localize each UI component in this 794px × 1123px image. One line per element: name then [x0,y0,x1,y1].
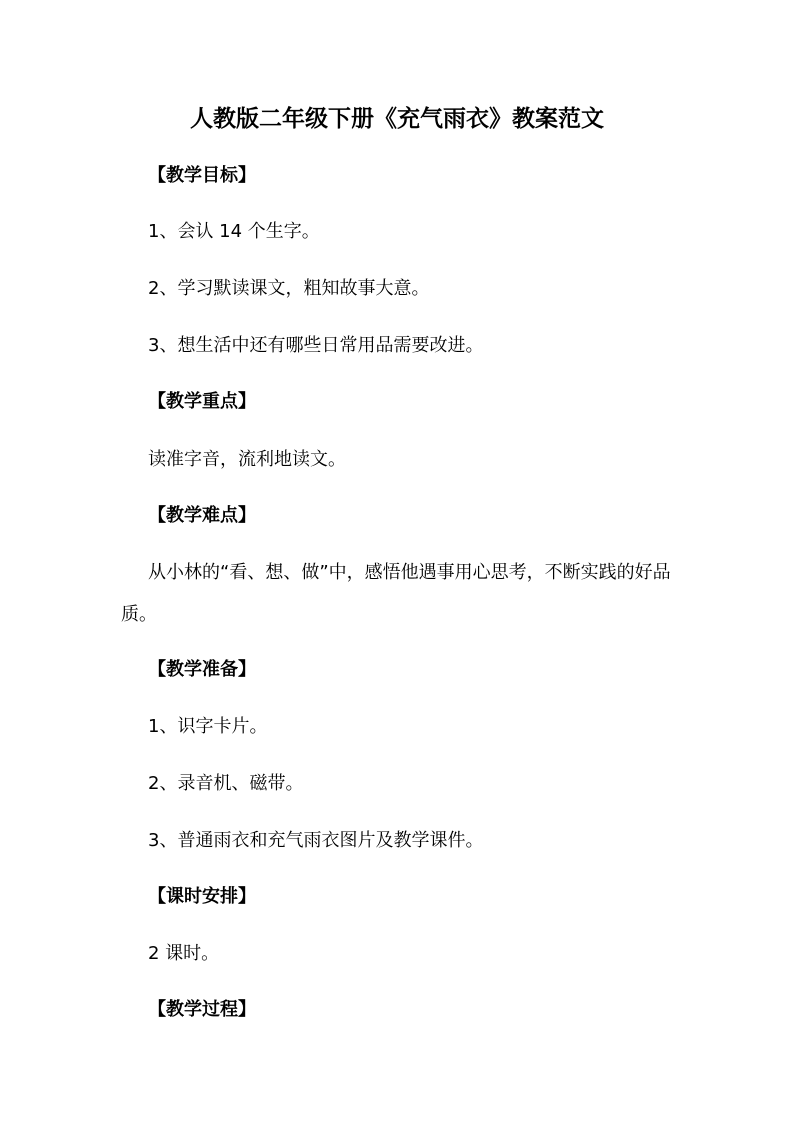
heading-key-points: 【教学重点】 [148,391,256,412]
difficulties-text: 从小林的“看、想、做”中，感悟他遇事用心思考，不断实践的好品质。 [121,562,671,625]
prep-item-2: 2、录音机、磁带。 [148,773,304,794]
prep-item-3: 3、普通雨衣和充气雨衣图片及教学课件。 [148,830,484,851]
schedule-text: 2 课时。 [148,943,220,964]
heading-teaching-goals: 【教学目标】 [148,165,256,186]
prep-item-1: 1、识字卡片。 [148,716,268,737]
key-points-text: 读准字音，流利地读文。 [148,449,346,470]
heading-difficulties: 【教学难点】 [148,505,256,526]
goal-item-3: 3、想生活中还有哪些日常用品需要改进。 [148,335,484,356]
heading-schedule: 【课时安排】 [148,886,256,907]
heading-preparation: 【教学准备】 [148,659,256,680]
document-title: 人教版二年级下册《充气雨衣》教案范文 [190,106,604,132]
goal-item-1: 1、会认 14 个生字。 [148,221,320,242]
heading-process: 【教学过程】 [148,999,256,1020]
goal-item-2: 2、学习默读课文，粗知故事大意。 [148,278,430,299]
